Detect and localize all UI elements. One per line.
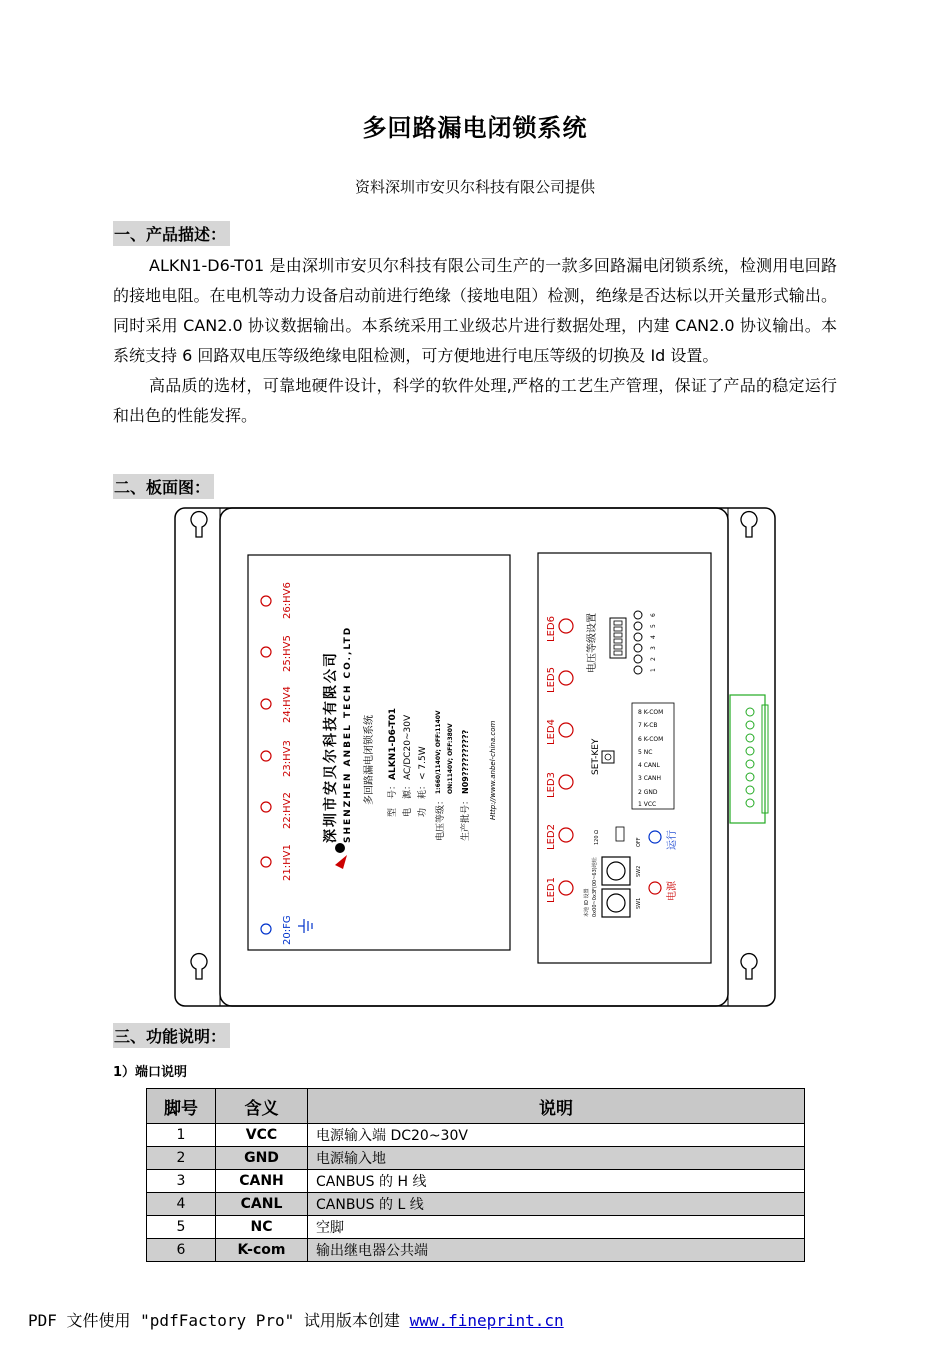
table-cell: 空脚 xyxy=(308,1216,805,1239)
led-label: LED5 xyxy=(546,667,557,693)
table-header: 含义 xyxy=(216,1089,308,1124)
table-cell: CANH xyxy=(216,1170,308,1193)
table-row xyxy=(147,1193,805,1216)
keyhole-icon xyxy=(741,954,757,979)
hv-label: 25:HV5 xyxy=(282,635,293,672)
section-heading-panel: 二、板面图： xyxy=(113,474,214,499)
id-switch-sw2 xyxy=(602,857,630,885)
table-header: 脚号 xyxy=(147,1089,216,1124)
termination-off-label: OFF xyxy=(636,837,642,847)
table-cell: 输出继电器公共端 xyxy=(308,1239,805,1262)
company-name-cn: 深圳市安贝尔科技有限公司 xyxy=(323,651,339,843)
id-switch-sw1 xyxy=(602,889,630,917)
page-subtitle: 资料深圳市安贝尔科技有限公司提供 xyxy=(354,178,595,196)
dip-number: 4 xyxy=(650,635,657,639)
table-cell: VCC xyxy=(216,1124,308,1147)
table-cell: CANL xyxy=(216,1193,308,1216)
port-description-title: 1）端口说明 xyxy=(113,1065,188,1080)
description-paragraph-2: 高品质的选材，可靠地硬件设计，科学的软件处理,严格的工艺生产管理，保证了产品的稳定运行和出色的性能发挥。 xyxy=(113,376,837,425)
panel-diagram xyxy=(170,505,780,1010)
power-value: AC/DC20~30V xyxy=(403,714,413,780)
batch-label: 生产批号： xyxy=(461,795,471,841)
table-cell: 5 xyxy=(147,1216,216,1239)
hv-label: 24:HV4 xyxy=(282,686,293,723)
footer-text: PDF 文件使用 "pdfFactory Pro" 试用版本创建 xyxy=(28,1311,410,1330)
terminal-label: 4 CANL xyxy=(638,762,660,769)
led-label: LED3 xyxy=(546,772,557,798)
terminal-label: 8 K-COM xyxy=(638,709,664,716)
voltage-level-1: 1:660/1140V; OFF:1140V xyxy=(435,710,442,794)
run-indicator xyxy=(649,831,661,843)
set-key-button xyxy=(602,751,614,763)
power-indicator xyxy=(649,882,661,894)
dip-number: 6 xyxy=(650,613,657,617)
terminal-connector xyxy=(730,695,765,823)
dip-number: 2 xyxy=(650,657,657,661)
pdf-footer xyxy=(28,1308,564,1331)
table-cell: NC xyxy=(216,1216,308,1239)
terminal-label: 3 CANH xyxy=(638,775,662,782)
hv-label: 21:HV1 xyxy=(282,844,293,881)
led-label: LED1 xyxy=(546,877,557,903)
company-name-en: SHENZHEN ANBEL TECH CO.,LTD xyxy=(343,625,353,843)
table-row xyxy=(147,1124,805,1147)
table-cell: GND xyxy=(216,1147,308,1170)
termination-switch xyxy=(616,827,624,841)
website: Http://www.anbel-china.com xyxy=(489,720,497,820)
terminal-label: 1 VCC xyxy=(638,801,657,808)
table-cell: 1 xyxy=(147,1124,216,1147)
run-label: 运行 xyxy=(667,830,678,850)
set-key-label: SET-KEY xyxy=(591,738,601,775)
consumption-value: < 7.5W xyxy=(418,746,428,780)
page-title: 多回路漏电闭锁系统 xyxy=(362,114,588,142)
termination-on-label: 120 Ω xyxy=(594,830,600,845)
terminal-label: 5 NC xyxy=(638,749,653,756)
sw-note-2: 0x00~0x3F(00~63)地址 xyxy=(592,857,598,917)
company-logo-icon xyxy=(335,843,347,869)
table-cell: K-com xyxy=(216,1239,308,1262)
description-paragraph-1: ALKN1-D6-T01 是由深圳市安贝尔科技有限公司生产的一款多回路漏电闭锁系统，检测用电回路的接地电阻。在电机等动力设备启动前进行绝缘（接地电阻）检测，绝缘是否达标以开关量形式输出。同时采用 CAN2.0 协议数据输出。本系统采用工业级芯片进行数据处理，内建 CAN2.0 协议输出。本系统支持 6 回路双电压等级绝缘电阻检测，可方便地进行电压等级的切换及 Id 设置。 xyxy=(113,256,837,365)
table-cell: 电源输入地 xyxy=(308,1147,805,1170)
table-cell: CANBUS 的 L 线 xyxy=(308,1193,805,1216)
led-label: LED6 xyxy=(546,616,557,642)
hv-label: 22:HV2 xyxy=(282,792,293,829)
ground-icon xyxy=(298,919,312,933)
batch-value: N09?????????? xyxy=(461,729,470,794)
consumption-label: 功 耗： xyxy=(418,780,428,817)
table-cell: 6 xyxy=(147,1239,216,1262)
table-cell: CANBUS 的 H 线 xyxy=(308,1170,805,1193)
description-paragraphs xyxy=(113,251,837,431)
terminal-label: 6 K-COM xyxy=(638,736,664,743)
table-row xyxy=(147,1216,805,1239)
table-header: 说明 xyxy=(308,1089,805,1124)
footer-link[interactable]: www.fineprint.cn xyxy=(409,1311,564,1330)
sw1-label: SW1 xyxy=(636,897,642,909)
led-label: LED2 xyxy=(546,824,557,850)
voltage-level-2: ON:1140V; OFF:380V xyxy=(447,723,454,794)
hv-label: 20:FG xyxy=(282,915,293,945)
model-label: 型 号： xyxy=(388,780,398,817)
hv-label: 23:HV3 xyxy=(282,740,293,777)
sw-note: 本地 ID 设置 xyxy=(584,888,590,917)
table-cell: 3 xyxy=(147,1170,216,1193)
table-row xyxy=(147,1170,805,1193)
table-cell: 2 xyxy=(147,1147,216,1170)
keyhole-icon xyxy=(741,512,757,537)
dip-number: 5 xyxy=(650,624,657,628)
port-table xyxy=(146,1088,805,1262)
power-led-label: 电源 xyxy=(667,881,678,901)
table-row xyxy=(147,1147,805,1170)
model-value: ALKN1-D6-T01 xyxy=(388,707,398,780)
terminal-label: 2 GND xyxy=(638,789,658,796)
product-name: 多回路漏电闭锁系统 xyxy=(364,715,375,805)
table-cell: 4 xyxy=(147,1193,216,1216)
table-cell: 电源输入端 DC20~30V xyxy=(308,1124,805,1147)
dip-number: 3 xyxy=(650,646,657,650)
voltage-level-label: 电压等级： xyxy=(436,795,446,841)
keyhole-icon xyxy=(191,512,207,537)
section-heading-function: 三、功能说明： xyxy=(113,1023,230,1048)
voltage-setting-label: 电压等级设置 xyxy=(587,613,598,673)
table-header-row xyxy=(147,1089,805,1124)
led-label: LED4 xyxy=(546,719,557,745)
terminal-label: 7 K-CB xyxy=(638,722,658,729)
sw2-label: SW2 xyxy=(636,865,642,877)
keyhole-icon xyxy=(191,954,207,979)
section-heading-description: 一、产品描述： xyxy=(113,221,230,246)
power-label: 电 源： xyxy=(403,780,413,817)
table-row xyxy=(147,1239,805,1262)
hv-label: 26:HV6 xyxy=(282,582,293,619)
dip-number: 1 xyxy=(650,668,657,672)
